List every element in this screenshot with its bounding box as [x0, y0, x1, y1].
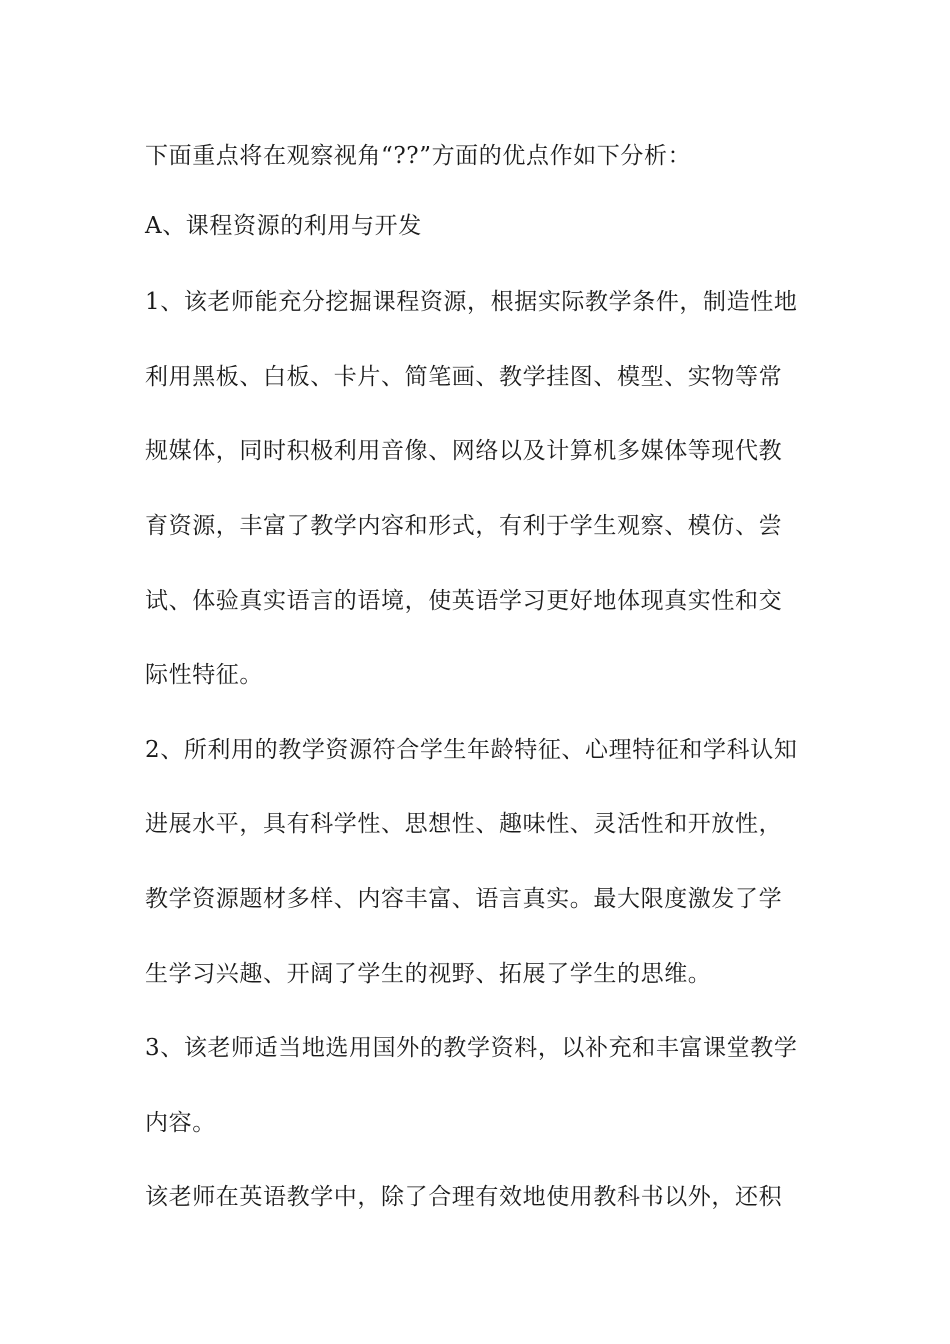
paragraph-1-line-3: 规媒体，同时积极利用音像、网络以及计算机多媒体等现代教 — [145, 438, 783, 464]
paragraph-1-line-2: 利用黑板、白板、卡片、简笔画、教学挂图、模型、实物等常 — [145, 364, 783, 390]
paragraph-1-line-5: 试、体验真实语言的语境，使英语学习更好地体现真实性和交 — [145, 588, 783, 614]
paragraph-2-line-4: 生学习兴趣、开阔了学生的视野、拓展了学生的思维。 — [145, 961, 712, 987]
paragraph-2-line-2: 进展水平，具有科学性、思想性、趣味性、灵活性和开放性， — [145, 811, 783, 837]
paragraph-1-line-1: 1、该老师能充分挖掘课程资源，根据实际教学条件，制造性地 — [145, 289, 798, 315]
paragraph-1-line-6: 际性特征。 — [145, 662, 263, 688]
paragraph-3-line-2: 内容。 — [145, 1110, 216, 1136]
paragraph-2-line-3: 教学资源题材多样、内容丰富、语言真实。最大限度激发了学 — [145, 886, 783, 912]
section-heading-a: A、课程资源的利用与开发 — [145, 213, 422, 239]
paragraph-3-line-1: 3、该老师适当地选用国外的教学资料，以补充和丰富课堂教学 — [145, 1035, 798, 1061]
paragraph-2-line-1: 2、所利用的教学资源符合学生年龄特征、心理特征和学科认知 — [145, 737, 798, 763]
intro-line: 下面重点将在观察视角“??”方面的优点作如下分析： — [145, 143, 692, 169]
paragraph-1-line-4: 育资源，丰富了教学内容和形式，有利于学生观察、模仿、尝 — [145, 513, 783, 539]
paragraph-4-line-1: 该老师在英语教学中，除了合理有效地使用教科书以外，还积 — [145, 1184, 783, 1210]
